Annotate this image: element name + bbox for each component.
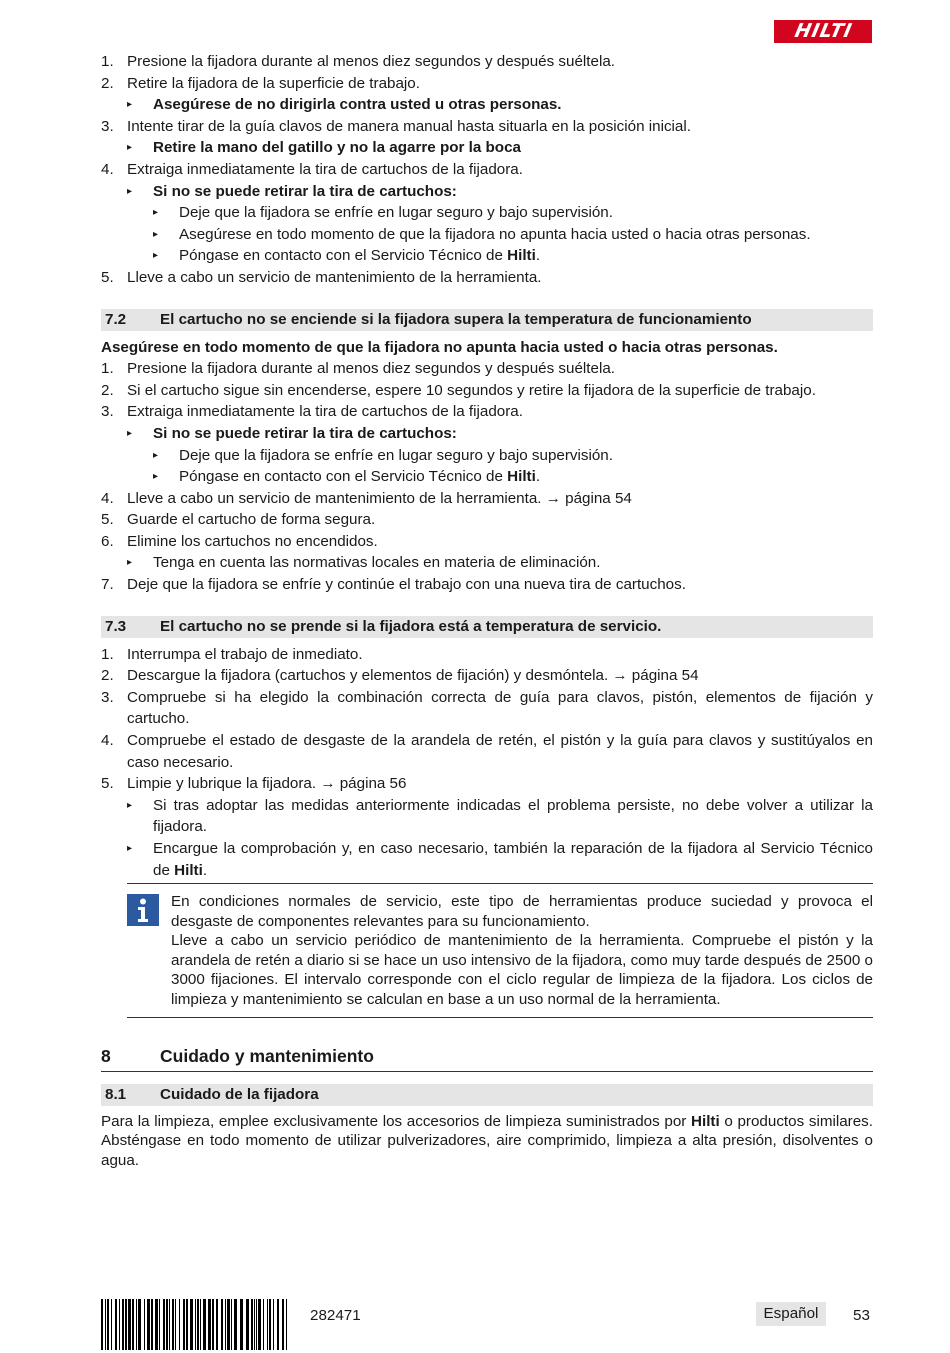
list-item-text: Deje que la fijadora se enfríe en lugar seguro y bajo supervisión. bbox=[179, 204, 613, 222]
list-item-text: Encargue la comprobación y, en caso necesario, también la reparación de la fijadora al Servicio Técnico de bbox=[153, 840, 873, 879]
step-number: 1. bbox=[101, 645, 114, 663]
bullet-marker: ▸ bbox=[127, 185, 133, 197]
list-item bbox=[101, 665, 873, 687]
bullet-marker: ▸ bbox=[153, 250, 159, 262]
list-item bbox=[101, 488, 873, 510]
chapter-number: 8 bbox=[101, 1046, 111, 1067]
list-item-text: Si tras adoptar las medidas anteriormente indicadas el problema persiste, no debe volver a utilizar la fijadora. bbox=[153, 796, 873, 836]
page-footer bbox=[0, 1299, 950, 1353]
brand-name: Hilti bbox=[507, 247, 536, 265]
step-number: 3. bbox=[101, 403, 114, 421]
list-item bbox=[101, 531, 873, 553]
list-item bbox=[101, 224, 873, 246]
note-paragraph: Lleve a cabo un servicio periódico de mantenimiento de la herramienta. Compruebe el pistón y la arandela de retén a diario si se hace un uso intensivo de la fijadora, como muy tarde después de 2500 o 3000 fijaciones. El intervalo corresponde con el ciclo regular de limpieza de la fijadora. Los ciclos de limpieza y mantenimiento se calculan en base a un uso normal de la herramienta. bbox=[171, 932, 873, 1008]
section-number: 7.3 bbox=[105, 617, 127, 635]
bullet-marker: ▸ bbox=[153, 228, 159, 240]
brand-name: Hilti bbox=[691, 1112, 720, 1130]
list-item bbox=[101, 116, 873, 138]
list-item bbox=[101, 380, 873, 402]
page-content bbox=[101, 51, 873, 1170]
list-item-text: Asegúrese en todo momento de que la fijadora no apunta hacia usted o hacia otras personas. bbox=[179, 225, 811, 243]
list-item bbox=[101, 137, 873, 159]
list-item-text: Guarde el cartucho de forma segura. bbox=[127, 511, 376, 529]
list-item-text: Descargue la fijadora (cartuchos y elementos de fijación) y desmóntela. → página 54 bbox=[127, 667, 699, 685]
list-item bbox=[101, 687, 873, 730]
step-number: 4. bbox=[101, 732, 114, 750]
list-item bbox=[101, 838, 873, 881]
list-item bbox=[101, 181, 873, 203]
bullet-marker: ▸ bbox=[153, 471, 159, 483]
list-item-text: Extraiga inmediatamente la tira de cartuchos de la fijadora. bbox=[127, 160, 523, 178]
list-item bbox=[101, 552, 873, 574]
section-heading-7-3 bbox=[101, 616, 873, 638]
list-item bbox=[101, 401, 873, 423]
list-item bbox=[101, 730, 873, 773]
list-item-text: Si el cartucho sigue sin encenderse, espere 10 segundos y retire la fijadora de la superficie de trabajo. bbox=[127, 381, 816, 399]
section-number: 8.1 bbox=[105, 1085, 127, 1103]
note-paragraph: En condiciones normales de servicio, este tipo de herramientas produce suciedad y provoca el desgaste de componentes relevantes para su funcionamiento. bbox=[171, 893, 873, 930]
bullet-marker: ▸ bbox=[127, 799, 133, 811]
info-note bbox=[127, 883, 873, 1018]
chapter-heading-8 bbox=[101, 1046, 873, 1072]
step-number: 5. bbox=[101, 775, 114, 793]
bullet-marker: ▸ bbox=[153, 449, 159, 461]
hilti-logo bbox=[774, 20, 872, 43]
list-item bbox=[101, 202, 873, 224]
section-title: Cuidado de la fijadora bbox=[160, 1085, 319, 1103]
section-heading-8-1 bbox=[101, 1084, 873, 1106]
step-number: 2. bbox=[101, 667, 114, 685]
step-number: 3. bbox=[101, 688, 114, 706]
list-item-text: Póngase en contacto con el Servicio Técnico de bbox=[179, 247, 508, 265]
text-run: o productos similares. Absténgase en todo momento de utilizar pulverizadores, aire comprimido, limpieza a alta presión, disolventes o agua. bbox=[101, 1112, 873, 1169]
bullet-marker: ▸ bbox=[153, 207, 159, 219]
note-body bbox=[171, 892, 873, 1009]
steps-list-7-3 bbox=[101, 644, 873, 882]
list-item-text: Compruebe el estado de desgaste de la arandela de retén, el pistón y la guía para clavos y sustitúyalos en caso necesario. bbox=[127, 732, 873, 771]
brand-name: Hilti bbox=[174, 861, 203, 879]
list-item-text: Deje que la fijadora se enfríe y continúe el trabajo con una nueva tira de cartuchos. bbox=[127, 576, 686, 594]
list-item bbox=[101, 773, 873, 795]
care-paragraph bbox=[101, 1112, 873, 1171]
info-icon bbox=[127, 894, 159, 926]
page-number: 53 bbox=[853, 1307, 870, 1324]
list-item-text: Limpie y lubrique la fijadora. → página 56 bbox=[127, 775, 407, 793]
brand-name: Hilti bbox=[507, 468, 536, 486]
list-item-text: Presione la fijadora durante al menos diez segundos y después suéltela. bbox=[127, 360, 615, 378]
list-item-text: Póngase en contacto con el Servicio Técnico de bbox=[179, 468, 508, 486]
list-item bbox=[101, 509, 873, 531]
list-item bbox=[101, 423, 873, 445]
list-item-text: Retire la fijadora de la superficie de trabajo. bbox=[127, 74, 420, 92]
section-heading-7-2 bbox=[101, 309, 873, 331]
list-item-text: Interrumpa el trabajo de inmediato. bbox=[127, 645, 363, 663]
bullet-marker: ▸ bbox=[127, 427, 133, 439]
list-item bbox=[101, 267, 873, 289]
list-item bbox=[101, 73, 873, 95]
list-item bbox=[101, 644, 873, 666]
list-item-text: Lleve a cabo un servicio de mantenimiento de la herramienta. → página 54 bbox=[127, 489, 632, 507]
list-item-text: Elimine los cartuchos no encendidos. bbox=[127, 532, 378, 550]
step-number: 1. bbox=[101, 53, 114, 70]
list-item bbox=[101, 574, 873, 596]
section-warning: Asegúrese en todo momento de que la fijadora no apunta hacia usted o hacia otras personas. bbox=[101, 338, 778, 356]
list-item-text: Si no se puede retirar la tira de cartuchos: bbox=[153, 182, 457, 200]
section-number: 7.2 bbox=[105, 310, 127, 328]
logo-text: HILTI bbox=[792, 19, 854, 42]
list-item-text: Presione la fijadora durante al menos diez segundos y después suéltela. bbox=[127, 53, 615, 70]
steps-list-7-2 bbox=[101, 358, 873, 596]
list-item bbox=[101, 445, 873, 467]
step-number: 1. bbox=[101, 360, 114, 378]
list-item bbox=[101, 466, 873, 488]
chapter-title: Cuidado y mantenimiento bbox=[160, 1046, 374, 1067]
bullet-marker: ▸ bbox=[127, 99, 133, 111]
section-title: El cartucho no se prende si la fijadora está a temperatura de servicio. bbox=[160, 617, 662, 635]
bullet-marker: ▸ bbox=[127, 557, 133, 569]
step-number: 3. bbox=[101, 117, 114, 135]
bullet-marker: ▸ bbox=[127, 843, 133, 854]
step-number: 2. bbox=[101, 74, 114, 92]
text-run: . bbox=[202, 861, 208, 879]
list-item-text: Intente tirar de la guía clavos de manera manual hasta situarla en la posición inicial. bbox=[127, 117, 691, 135]
list-item-text: Retire la mano del gatillo y no la agarre por la boca bbox=[153, 139, 521, 157]
step-number: 7. bbox=[101, 576, 114, 594]
step-number: 4. bbox=[101, 489, 114, 507]
step-number: 5. bbox=[101, 511, 114, 529]
list-item-text: Extraiga inmediatamente la tira de cartuchos de la fijadora. bbox=[127, 403, 523, 421]
list-item-text: Si no se puede retirar la tira de cartuchos: bbox=[153, 424, 457, 442]
step-number: 4. bbox=[101, 160, 114, 178]
list-item bbox=[101, 51, 873, 73]
list-item-text: Lleve a cabo un servicio de mantenimiento de la herramienta. bbox=[127, 268, 542, 286]
text-run: Para la limpieza, emplee exclusivamente los accesorios de limpieza suministrados por bbox=[101, 1112, 691, 1130]
text-run: . bbox=[535, 247, 541, 265]
list-item bbox=[101, 159, 873, 181]
step-number: 6. bbox=[101, 532, 114, 550]
barcode bbox=[101, 1299, 288, 1350]
list-item bbox=[101, 795, 873, 838]
troubleshooting-list bbox=[101, 51, 873, 289]
step-number: 2. bbox=[101, 381, 114, 399]
list-item-text: Deje que la fijadora se enfríe en lugar seguro y bajo supervisión. bbox=[179, 446, 613, 464]
step-number: 5. bbox=[101, 268, 114, 286]
bullet-marker: ▸ bbox=[127, 142, 133, 154]
list-item-text: Compruebe si ha elegido la combinación correcta de guía para clavos, pistón, elementos de fijación y cartucho. bbox=[127, 688, 873, 728]
list-item-text: Tenga en cuenta las normativas locales en materia de eliminación. bbox=[153, 554, 601, 572]
section-title: El cartucho no se enciende si la fijadora supera la temperatura de funcionamiento bbox=[160, 310, 752, 328]
language-tab: Español bbox=[756, 1302, 826, 1326]
article-code: 282471 bbox=[310, 1307, 361, 1324]
list-item bbox=[101, 94, 873, 116]
list-item bbox=[101, 245, 873, 267]
text-run: . bbox=[535, 468, 541, 486]
list-item bbox=[101, 358, 873, 380]
list-item-text: Asegúrese de no dirigirla contra usted u otras personas. bbox=[153, 96, 562, 114]
